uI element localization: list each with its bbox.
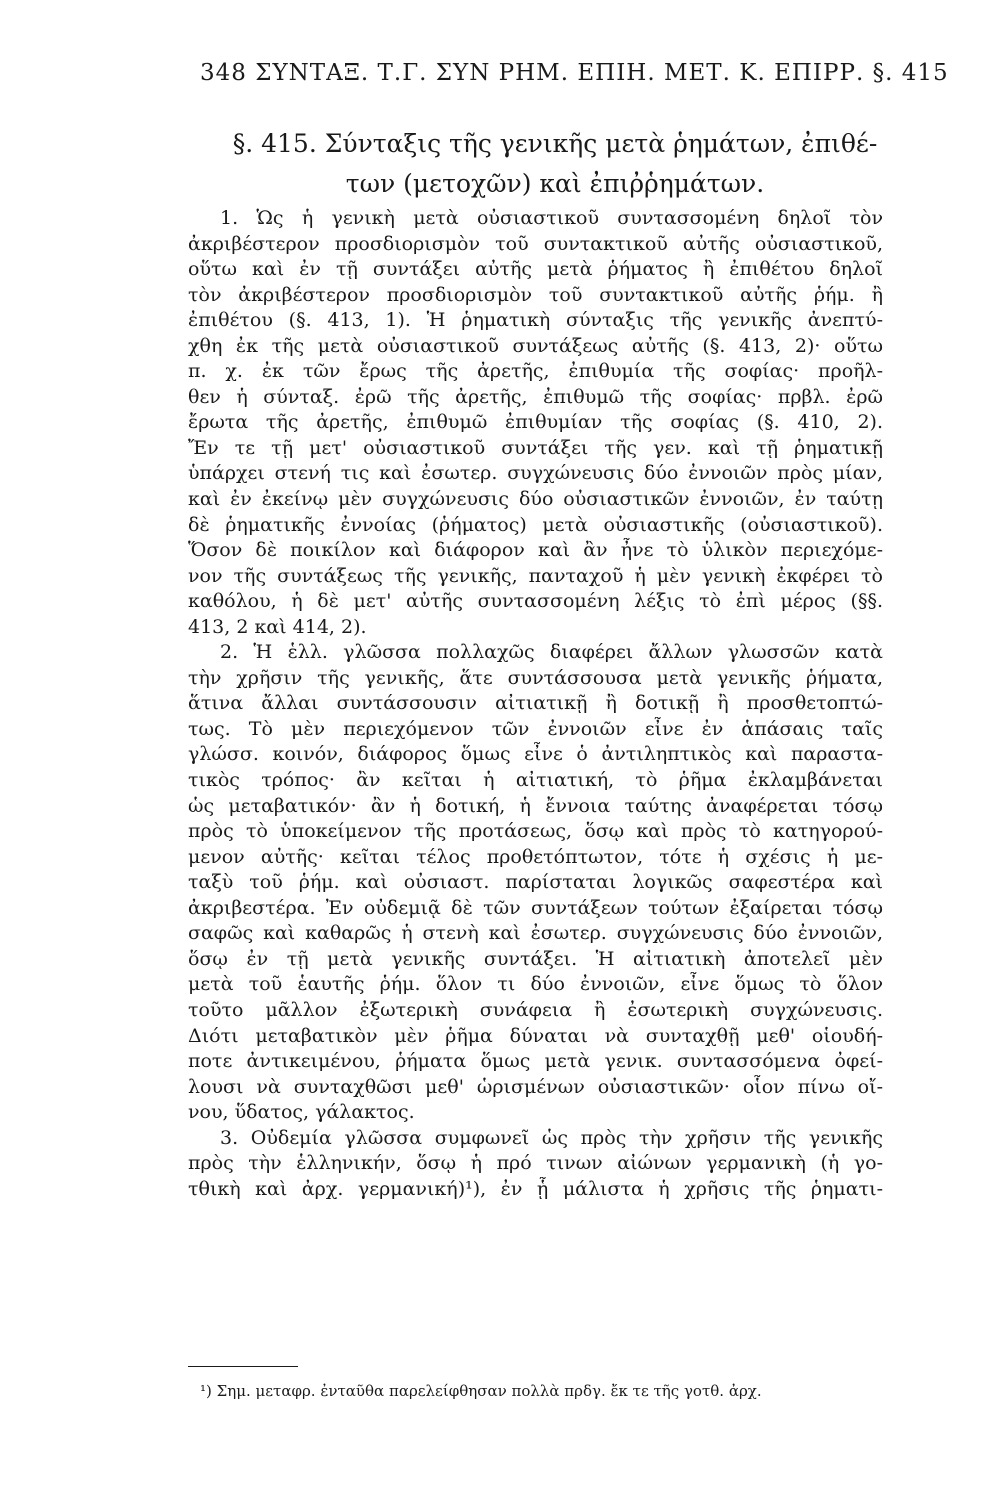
text-line: 3. Οὐδεμία γλῶσσα συμφωνεῖ ὡς πρὸς τὴν χρῆσιν τῆς γενικῆς [220, 1126, 883, 1149]
text-line: πρὸς τὸ ὑποκείμενον τῆς προτάσεως, ὅσῳ καὶ πρὸς τὸ κατηγορού- [188, 820, 883, 843]
body-text [188, 206, 883, 1202]
text-line: ἔρωτα τῆς ἀρετῆς, ἐπιθυμῶ ἐπιθυμίαν τῆς σοφίας (§. 410, 2). [188, 411, 883, 434]
text-line: Ἔν τε τῇ μετ' οὐσιαστικοῦ συντάξει τῆς γεν. καὶ τῇ ῥηματικῇ [188, 436, 883, 459]
text-line: γλώσσ. κοινόν, διάφορος ὅμως εἶνε ὁ ἀντιληπτικὸς καὶ παραστα- [188, 743, 883, 766]
text-line: ὅσῳ ἐν τῇ μετὰ γενικῆς συντάξει. Ἡ αἰτιατικὴ ἀποτελεῖ μὲν [188, 947, 883, 970]
text-line: ποτε ἀντικειμένου, ῥήματα ὅμως μετὰ γενικ. συντασσόμενα ὀφεί- [188, 1050, 883, 1073]
text-line: οὕτω καὶ ἐν τῇ συντάξει αὐτῆς μετὰ ῥήματος ἢ ἐπιθέτου δηλοῖ [188, 258, 883, 281]
text-line: π. χ. ἐκ τῶν ἔρως τῆς ἀρετῆς, ἐπιθυμία τῆς σοφίας· προῆλ- [188, 360, 883, 383]
text-line: σαφῶς καὶ καθαρῶς ἡ στενὴ καὶ ἐσωτερ. συγχώνευσις δύο ἐννοιῶν, [188, 922, 883, 945]
text-line: ἐπιθέτου (§. 413, 1). Ἡ ῥηματικὴ σύνταξις τῆς γενικῆς ἀνεπτύ- [188, 309, 883, 332]
section-heading-line: §. 415. Σύνταξις τῆς γενικῆς μετὰ ῥημάτων, ἐπιθέ- [232, 129, 878, 158]
text-line: νου, ὕδατος, γάλακτος. [188, 1101, 415, 1124]
text-line: τως. Τὸ μὲν περιεχόμενον τῶν ἐννοιῶν εἶνε ἐν ἁπάσαις ταῖς [188, 717, 883, 740]
text-line: 1. Ὡς ἡ γενικὴ μετὰ οὐσιαστικοῦ συντασσομένη δηλοῖ τὸν [220, 207, 883, 229]
text-line: καθόλου, ἡ δὲ μετ' αὐτῆς συντασσομένη λέξις τὸ ἐπὶ μέρος (§§. [188, 590, 883, 613]
text-line: ὑπάρχει στενή τις καὶ ἐσωτερ. συγχώνευσις δύο ἐννοιῶν πρὸς μίαν, [188, 462, 883, 485]
text-line: ταξὺ τοῦ ῥήμ. καὶ οὐσιαστ. παρίσταται λογικῶς σαφεστέρα καὶ [188, 871, 883, 894]
footnote-rule [188, 1366, 298, 1367]
text-line: τθικὴ καὶ ἀρχ. γερμανική)¹), ἐν ᾗ μάλιστα ἡ χρῆσις τῆς ῥηματι- [188, 1177, 883, 1200]
text-line: ὡς μεταβατικόν· ἂν ἡ δοτική, ἡ ἔννοια ταύτης ἀναφέρεται τόσῳ [188, 794, 883, 817]
text-line: Ὅσον δὲ ποικίλον καὶ διάφορον καὶ ἂν ἦνε τὸ ὑλικὸν περιεχόμε- [188, 539, 883, 562]
text-line: τοῦτο μᾶλλον ἐξωτερικὴ συνάφεια ἢ ἐσωτερικὴ συγχώνευσις. [188, 998, 883, 1021]
text-line: δὲ ῥηματικῆς ἐννοίας (ῥήματος) μετὰ οὐσιαστικῆς (οὐσιαστικοῦ). [188, 513, 883, 536]
text-line: ἀκριβέστερον προσδιορισμὸν τοῦ συντακτικοῦ αὐτῆς οὐσιαστικοῦ, [188, 232, 883, 255]
footnote: ¹) Σημ. μεταφρ. ἐνταῦθα παρελείφθησαν πολλὰ πρδγ. ἔκ τε τῆς γοτθ. ἀρχ. [200, 1382, 762, 1400]
section-heading [225, 124, 885, 204]
section-heading-line: των (μετοχῶν) καὶ ἐπιῤῥημάτων. [345, 169, 765, 198]
text-line: τικὸς τρόπος· ἂν κεῖται ἡ αἰτιατική, τὸ ῥῆμα ἐκλαμβάνεται [188, 769, 883, 792]
text-line: Διότι μεταβατικὸν μὲν ῥῆμα δύναται νὰ συνταχθῇ μεθ' οἱουδή- [188, 1024, 883, 1047]
text-line: μετὰ τοῦ ἑαυτῆς ῥήμ. ὅλον τι δύο ἐννοιῶν, εἶνε ὅμως τὸ ὅλον [188, 973, 883, 996]
text-line: μενον αὐτῆς· κεῖται τέλος προθετόπτωτον, τότε ἡ σχέσις ἡ με- [188, 845, 883, 868]
text-line: λουσι νὰ συνταχθῶσι μεθ' ὡρισμένων οὐσιαστικῶν· οἷον πίνω οἴ- [188, 1075, 883, 1098]
text-line: τὸν ἀκριβέστερον προσδιορισμὸν τοῦ συντακτικοῦ αὐτῆς ῥήμ. ἢ [188, 283, 883, 306]
text-line: θεν ἡ σύνταξ. ἐρῶ τῆς ἀρετῆς, ἐπιθυμῶ τῆς σοφίας· πρβλ. ἐρῶ [188, 385, 883, 408]
text-line: πρὸς τὴν ἑλληνικήν, ὅσῳ ἡ πρό τινων αἰώνων γερμανικὴ (ἡ γο- [188, 1152, 883, 1175]
text-line: τὴν χρῆσιν τῆς γενικῆς, ἅτε συντάσσουσα μετὰ γενικῆς ῥήματα, [188, 666, 883, 689]
running-head: 348 ΣΥΝΤΑΞ. Τ.Γ. ΣΥΝ ΡΗΜ. ΕΠΙΗ. ΜΕΤ. Κ. ΕΠΙΡΡ. §. 415 [200, 60, 949, 86]
text-line: νον τῆς συντάξεως τῆς γενικῆς, πανταχοῦ ἡ μὲν γενικὴ ἐκφέρει τὸ [188, 564, 883, 587]
text-line: 2. Ἡ ἑλλ. γλῶσσα πολλαχῶς διαφέρει ἄλλων γλωσσῶν κατὰ [220, 641, 883, 664]
text-line: καὶ ἐν ἐκείνῳ μὲν συγχώνευσις δύο οὐσιαστικῶν ἐννοιῶν, ἐν ταύτῃ [188, 488, 883, 511]
text-line: ἀκριβεστέρα. Ἐν οὐδεμιᾷ δὲ τῶν συντάξεων τούτων ἐξαίρεται τόσῳ [188, 896, 883, 919]
text-line: χθη ἐκ τῆς μετὰ οὐσιαστικοῦ συντάξεως αὐτῆς (§. 413, 2)· οὕτω [188, 334, 883, 357]
text-line: 413, 2 καὶ 414, 2). [188, 615, 367, 638]
text-line: ἅτινα ἄλλαι συντάσσουσιν αἰτιατικῇ ἢ δοτικῇ ἢ προσθετοπτώ- [188, 692, 883, 715]
